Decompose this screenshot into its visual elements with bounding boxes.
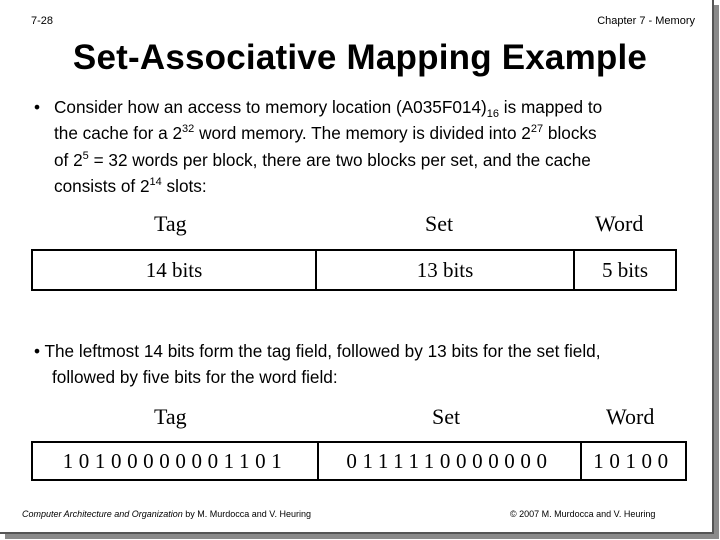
bit-set-header: Set: [432, 404, 461, 429]
field-width-table: [31, 249, 677, 291]
tag-width-cell: 14 bits: [145, 257, 203, 282]
tag-bits: 10100000001101: [62, 448, 288, 473]
intro-line-2: the cache for a $2^{32}$ word memory. The memory is divided into $2^{27}$ blocks: [54, 123, 597, 143]
footer-citation: Computer Architecture and Organization by M. Murdocca and V. Heuring: [22, 509, 311, 519]
chapter-label: Chapter 7 - Memory: [597, 15, 695, 27]
tag-header: Tag: [154, 211, 187, 236]
footer-copyright: © 2007 M. Murdocca and V. Heuring: [510, 509, 656, 519]
set-header: Set: [425, 211, 454, 236]
bit-pattern-table: [31, 441, 687, 481]
word-header: Word: [595, 211, 644, 236]
intro-line-3: of $2^5 = 32$ words per block, there are two blocks per set, and the cache: [54, 150, 591, 170]
word-bits-cell: [580, 443, 685, 479]
tag-bits-cell: [33, 443, 317, 479]
explanation-line-2: followed by five bits for the word field:: [52, 367, 338, 387]
slide-number: 7-28: [31, 15, 54, 27]
bullet-icon: •: [34, 97, 41, 117]
intro-line-1: Consider how an access to memory location $(A035F014)_{16}$ is mapped to: [54, 97, 603, 120]
bit-word-header: Word: [606, 404, 655, 429]
intro-line-4: consists of $2^{14}$ slots:: [54, 176, 207, 196]
explanation-line-1: • The leftmost 14 bits form the tag field, followed by 13 bits for the set field,: [34, 341, 601, 361]
word-width-cell: 5 bits: [573, 251, 675, 289]
bit-tag-header: Tag: [154, 404, 187, 429]
set-width-cell: 13 bits: [315, 251, 573, 289]
set-bits-cell: [317, 443, 580, 479]
set-bits: 0111110000000: [346, 448, 553, 473]
word-bits: 10100: [593, 448, 674, 473]
slide-title: Set-Associative Mapping Example: [72, 38, 648, 77]
